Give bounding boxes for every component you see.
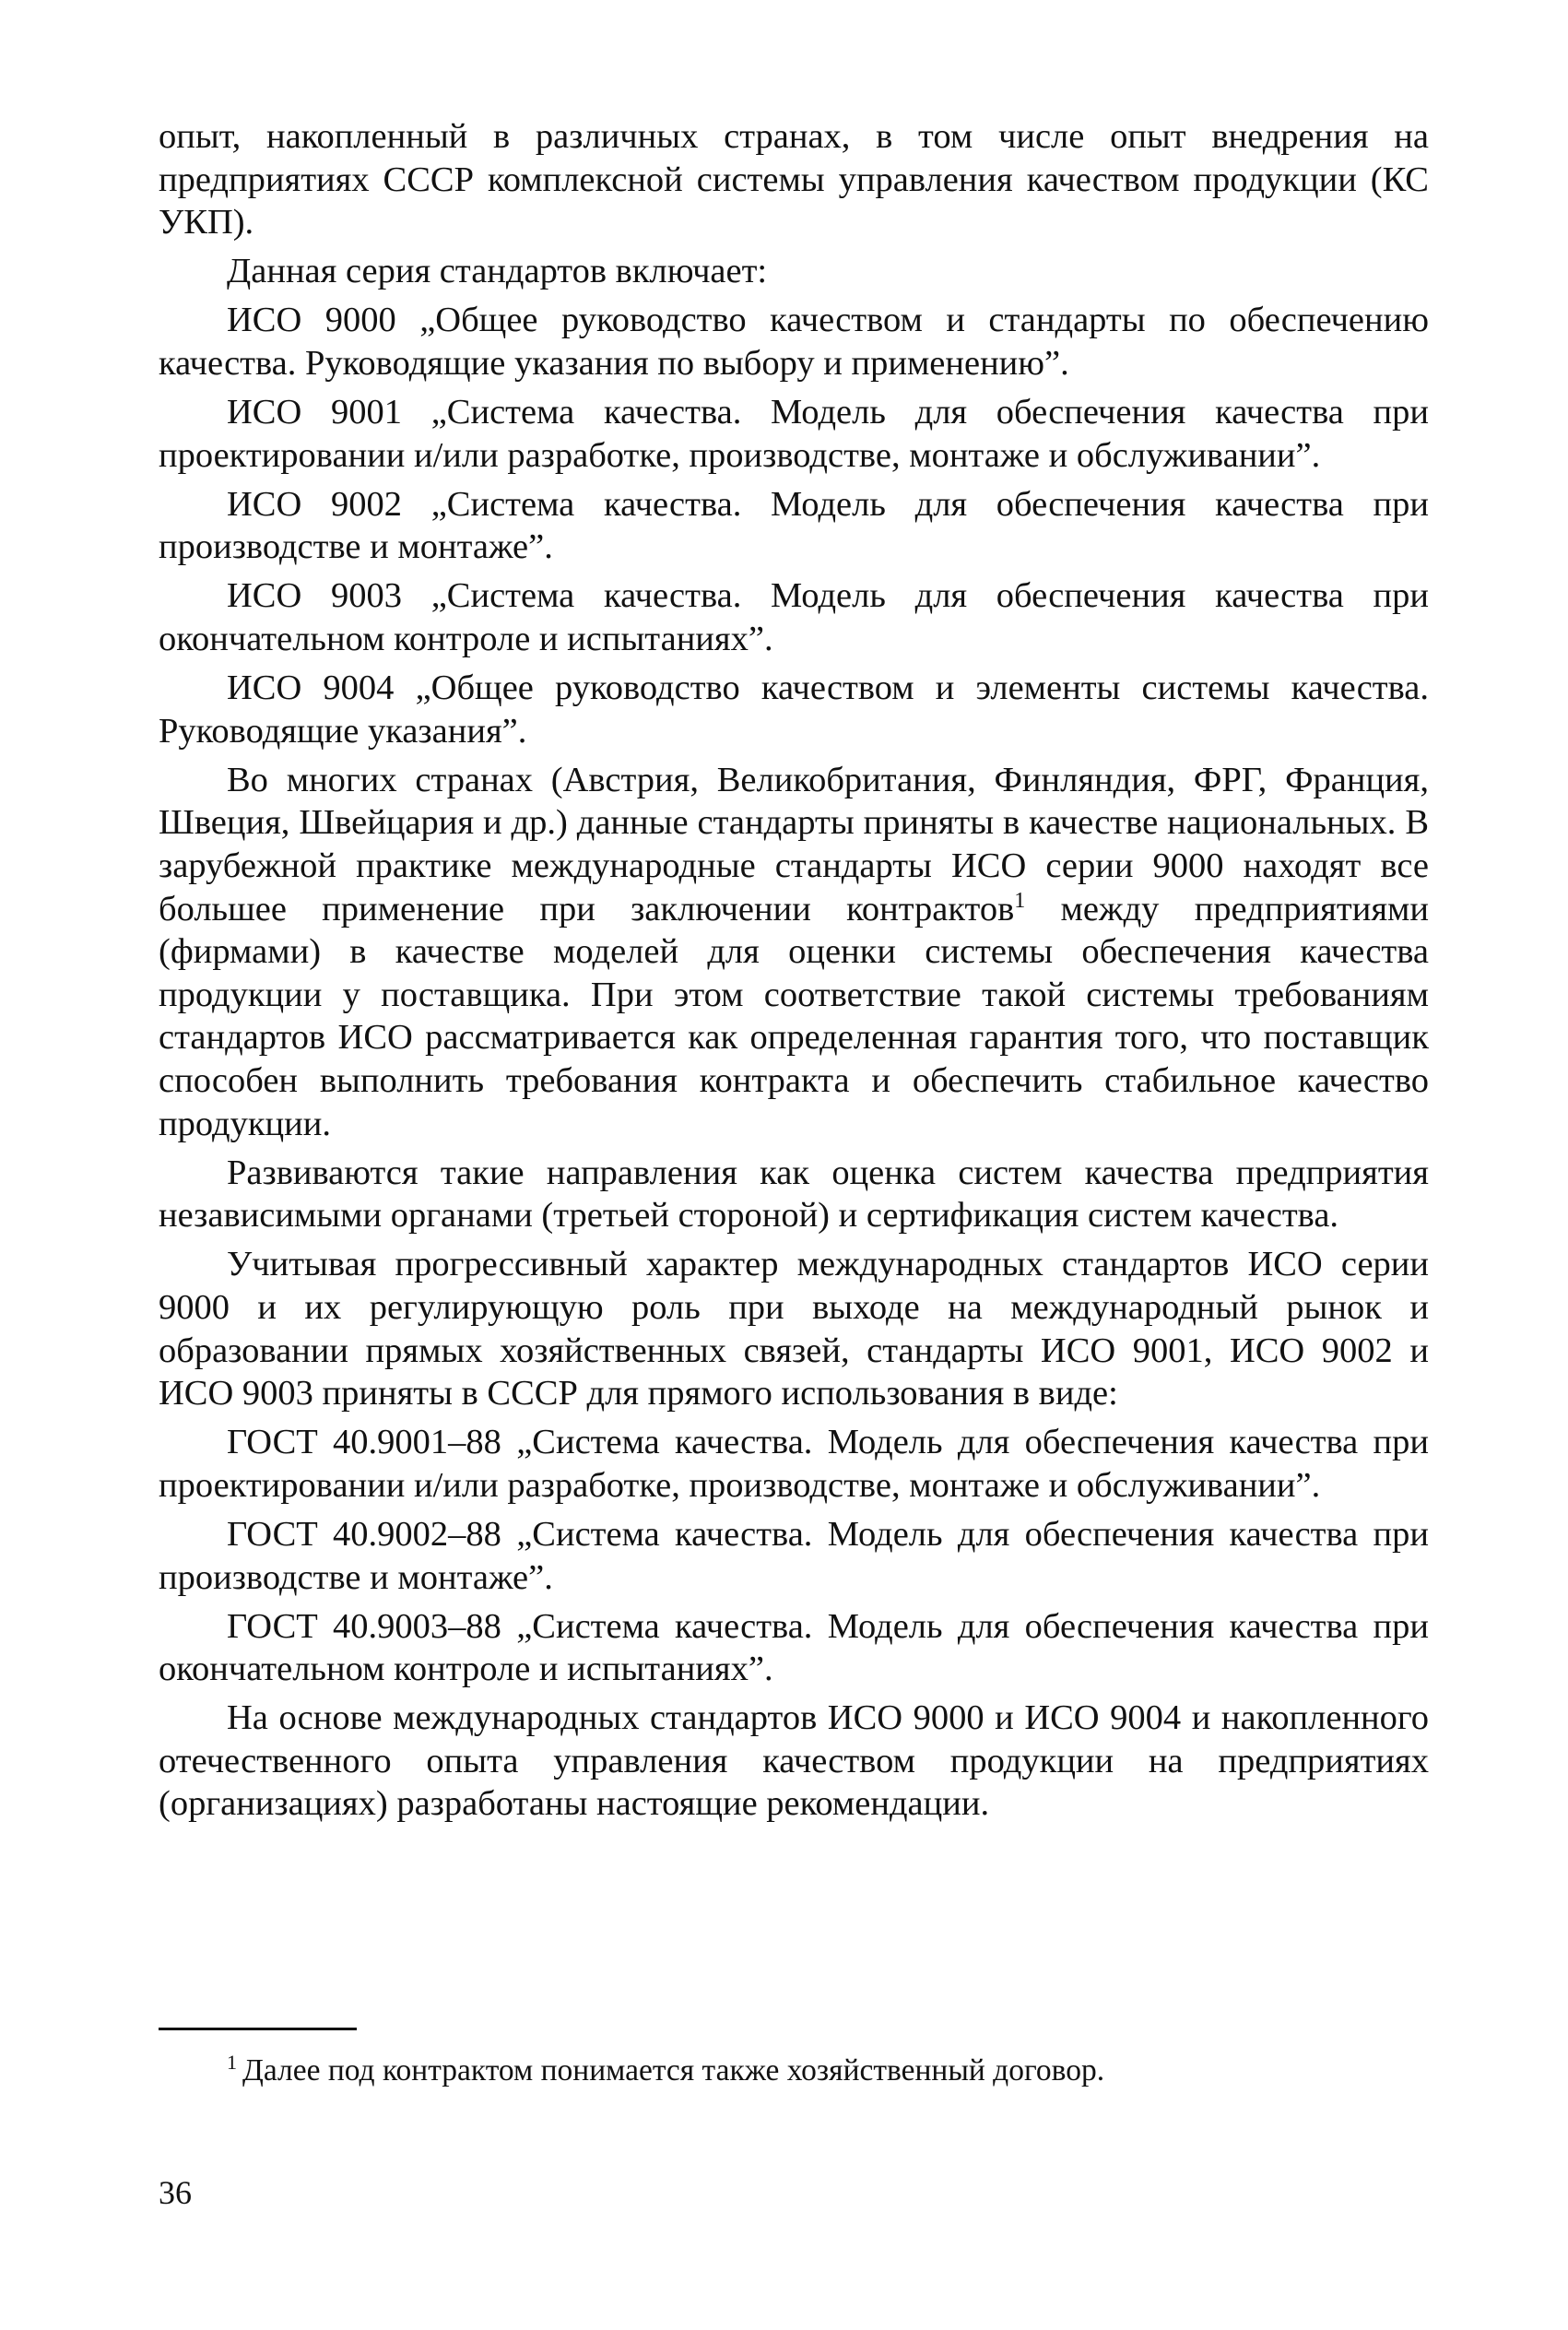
footnote-mark: 1 [227, 2050, 237, 2074]
footnote-text: Далее под контрактом понимается также хозяйственный договор. [242, 2053, 1105, 2088]
paragraph-iso-9003: ИСО 9003 „Система качества. Модель для обеспечения качества при окончательном контроле и испытаниях”. [159, 576, 1429, 659]
paragraph-iso-9001: ИСО 9001 „Система качества. Модель для обеспечения качества при проектировании и/или разработке, производстве, монтаже и обслуживании”. [159, 393, 1429, 475]
footnote-reference: 1 [1014, 888, 1026, 913]
paragraph-series-intro: Данная серия стандартов включает: [227, 252, 768, 291]
paragraph-iso-9004: ИСО 9004 „Общее руководство качеством и элементы системы качества. Руководящие указания”. [159, 668, 1429, 751]
page-number: 36 [159, 2174, 192, 2211]
paragraph-gost-9001: ГОСТ 40.9001–88 „Система качества. Модель для обеспечения качества при проектировании и/или разработке, производстве, монтаже и обслуживании”. [159, 1423, 1429, 1505]
paragraph-countries-part-2: между предприятиями (фирмами) в качестве моделей для оценки системы обеспечения качества продукции у поставщика. При этом соответствие такой системы требованиям стандартов ИСО рассматривается как определенная гарантия того, что поставщик способен выполнить требования контракта и обеспечить стабильное качество продукции. [159, 889, 1429, 1143]
paragraph-iso-9002: ИСО 9002 „Система качества. Модель для обеспечения качества при производстве и монтаже”. [159, 484, 1429, 567]
body-text [159, 115, 1429, 1832]
paragraph-directions: Развиваются такие направления как оценка систем качества предприятия независимыми органами (третьей стороной) и сертификация систем качества. [159, 1153, 1429, 1236]
paragraph-countries [159, 759, 1429, 1145]
paragraph-gost-9002: ГОСТ 40.9002–88 „Система качества. Модель для обеспечения качества при производстве и монтаже”. [159, 1514, 1429, 1597]
footnote [227, 2052, 1425, 2089]
paragraph-gost-9003: ГОСТ 40.9003–88 „Система качества. Модель для обеспечения качества при окончательном контроле и испытаниях”. [159, 1606, 1429, 1689]
paragraph-iso-9000: ИСО 9000 „Общее руководство качеством и стандарты по обеспечению качества. Руководящие указания по выбору и применению”. [159, 301, 1429, 383]
paragraph-continuation: опыт, накопленный в различных странах, в том числе опыт внедрения на предприятиях СССР комплексной системы управления качеством продукции (КС УКП). [159, 117, 1429, 242]
paragraph-countries-part-1: Во многих странах (Австрия, Великобритания, Финляндия, ФРГ, Франция, Швеция, Швейцария и др.) данные стандарты приняты в качестве национальных. В зарубежной практике международные стандарты ИСО серии 9000 находят все большее применение при заключении контрактов [159, 760, 1429, 928]
paragraph-adoption: Учитывая прогрессивный характер международных стандартов ИСО серии 9000 и их регулирующую роль при выходе на международный рынок и образовании прямых хозяйственных связей, стандарты ИСО 9001, ИСО 9002 и ИСО 9003 приняты в СССР для прямого использования в виде: [159, 1245, 1429, 1413]
footnote-divider [159, 2028, 357, 2030]
paragraph-recommendations: На основе международных стандартов ИСО 9000 и ИСО 9004 и накопленного отечественного опыта управления качеством продукции на предприятиях (организациях) разработаны настоящие рекомендации. [159, 1698, 1429, 1824]
